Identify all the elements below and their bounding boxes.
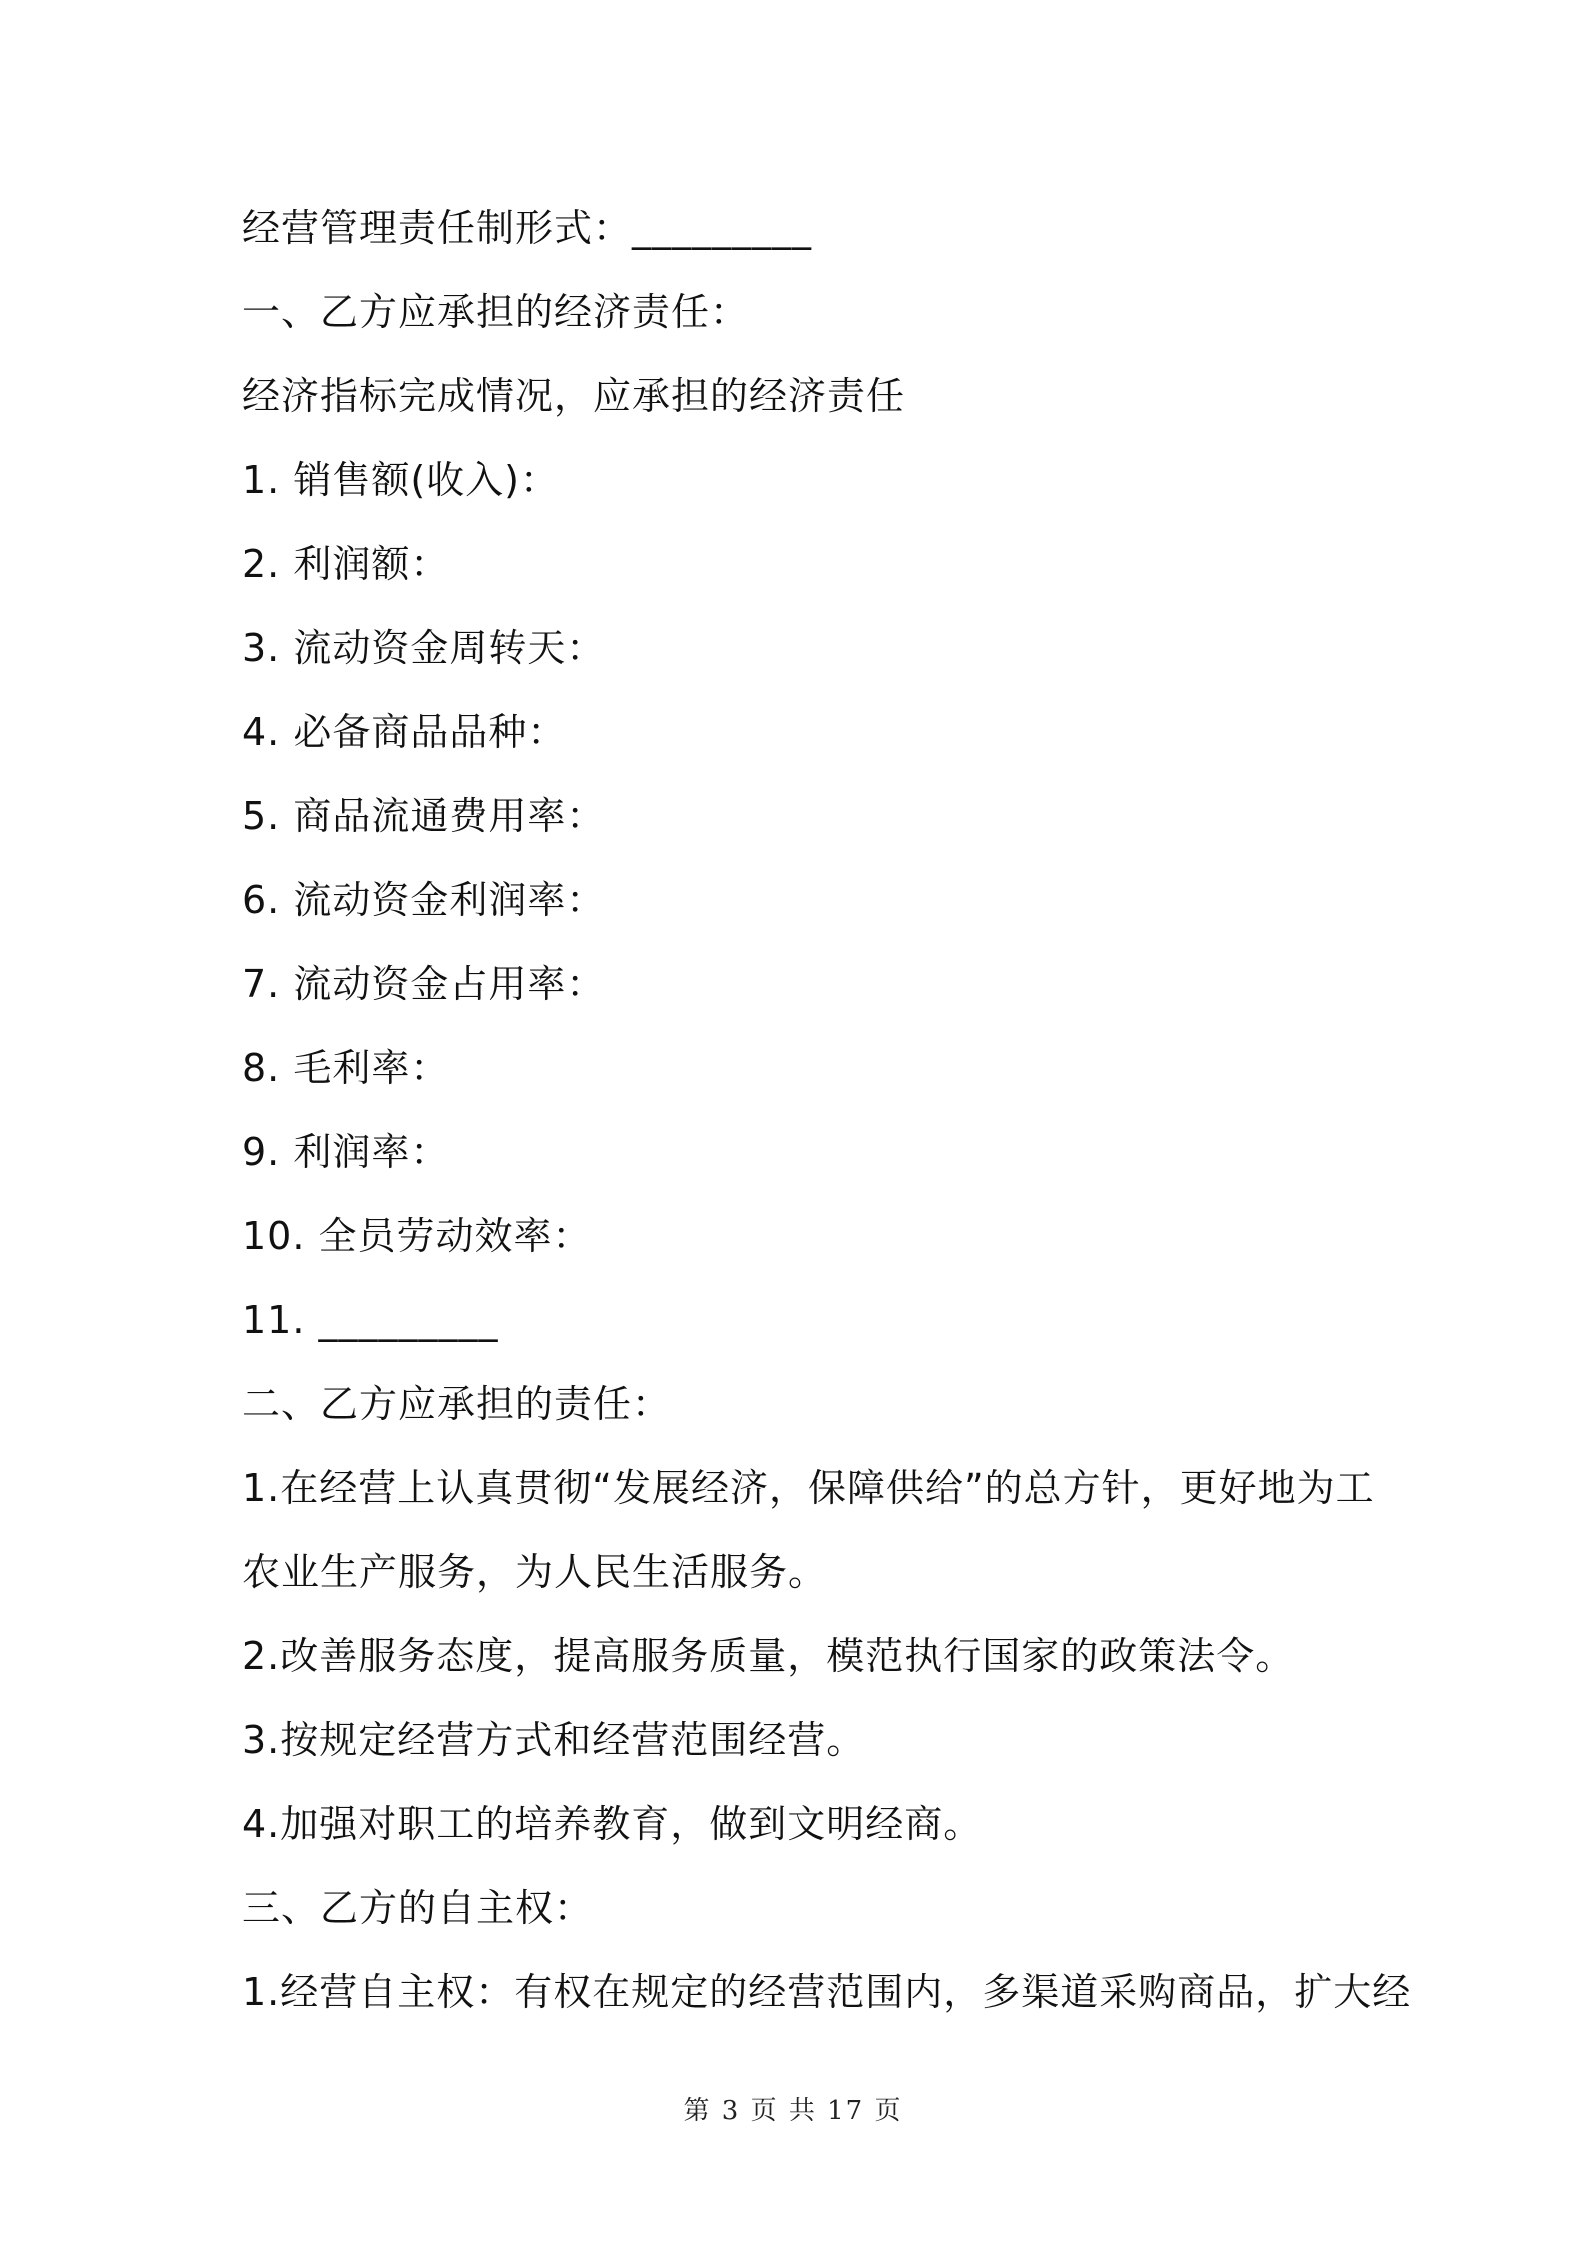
section-heading-economic-responsibility: 一、乙方应承担的经济责任： [242, 290, 750, 334]
indicator-item-4: 4. 必备商品品种： [242, 710, 567, 754]
responsibility-item-1: 1.在经营上认真贯彻“发展经济，保障供给”的总方针，更好地为工 [242, 1466, 1375, 1510]
section-heading-responsibilities: 二、乙方应承担的责任： [242, 1382, 672, 1426]
autonomy-item-1: 1.经营自主权：有权在规定的经营范围内，多渠道采购商品，扩大经 [242, 1970, 1412, 2014]
indicator-item-9: 9. 利润率： [242, 1130, 450, 1174]
indicator-item-1: 1. 销售额(收入)： [242, 458, 559, 502]
indicator-item-8: 8. 毛利率： [242, 1046, 450, 1090]
responsibility-item-3: 3.按规定经营方式和经营范围经营。 [242, 1718, 866, 1762]
indicator-item-3: 3. 流动资金周转天： [242, 626, 606, 670]
indicator-item-5: 5. 商品流通费用率： [242, 794, 606, 838]
responsibility-item-1-continued: 农业生产服务，为人民生活服务。 [242, 1550, 828, 1594]
page-footer: 第 3 页 共 17 页 [683, 2096, 903, 2126]
economic-indicator-intro: 经济指标完成情况，应承担的经济责任 [242, 374, 906, 418]
indicator-item-2: 2. 利润额： [242, 542, 450, 586]
responsibility-item-4: 4.加强对职工的培养教育，做到文明经商。 [242, 1802, 983, 1846]
management-form-line: 经营管理责任制形式：_________ [242, 206, 813, 250]
indicator-item-10: 10. 全员劳动效率： [242, 1214, 592, 1258]
section-heading-autonomy: 三、乙方的自主权： [242, 1886, 594, 1930]
indicator-item-7: 7. 流动资金占用率： [242, 962, 606, 1006]
indicator-item-6: 6. 流动资金利润率： [242, 878, 606, 922]
indicator-item-11: 11. _________ [242, 1298, 499, 1342]
responsibility-item-2: 2.改善服务态度，提高服务质量，模范执行国家的政策法令。 [242, 1634, 1295, 1678]
